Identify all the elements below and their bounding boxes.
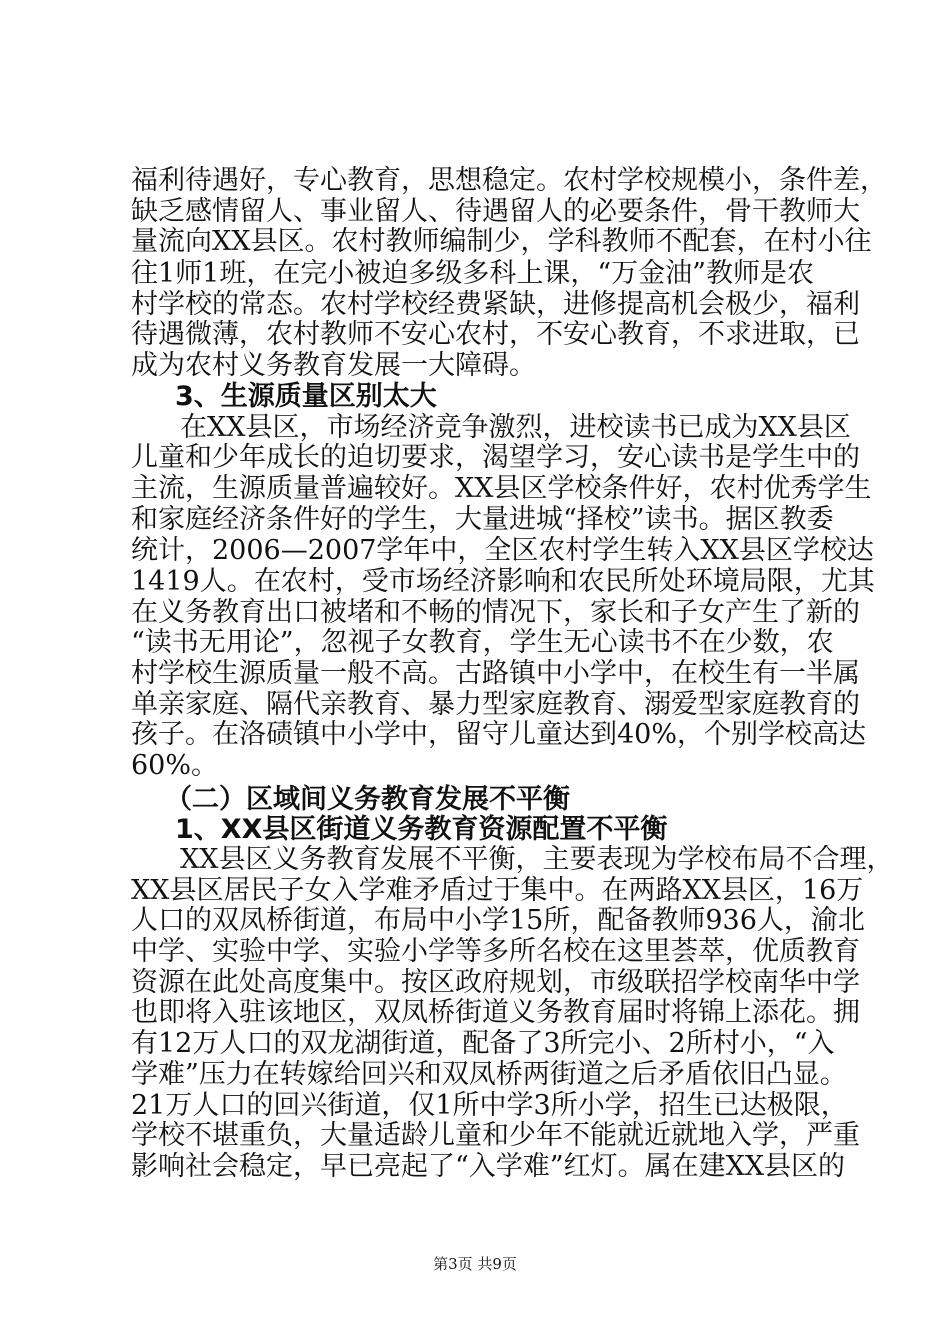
body-line: 孩子。在洛碛镇中小学中，留守儿童达到40%，个别学校高达: [131, 719, 867, 750]
body-line: 21万人口的回兴街道，仅1所中学3所小学，招生已达极限，: [131, 1090, 848, 1121]
body-line: 儿童和少年成长的迫切要求，渴望学习，安心读书是学生中的: [131, 442, 860, 473]
body-line: 人口的双凤桥街道，布局中小学15所，配备教师936人，渝北: [131, 905, 865, 936]
body-line: 统计，2006—2007学年中，全区农村学生转入XX县区学校达: [131, 535, 874, 566]
body-line: 主流，生源质量普遍较好。XX县区学校条件好，农村优秀学生: [131, 473, 872, 504]
body-line: XX县区居民子女入学难矛盾过于集中。在两路XX县区，16万: [131, 875, 864, 906]
subsection-heading: 1、XX县区街道义务教育资源配置不平衡: [175, 814, 668, 845]
body-line: 也即将入驻该地区，双凤桥街道义务教育届时将锦上添花。拥: [131, 997, 860, 1028]
body-line: 和家庭经济条件好的学生，大量进城“择校”读书。据区教委: [131, 504, 834, 535]
body-line: 有12万人口的双龙湖街道，配备了3所完小、2所村小，“入: [131, 1028, 835, 1059]
section-heading: （二）区域间义务教育发展不平衡: [165, 784, 570, 815]
body-line: 资源在此处高度集中。按区政府规划，市级联招学校南华中学: [131, 967, 860, 998]
section-heading: 3、生源质量区别太大: [175, 381, 437, 412]
body-line: 影响社会稳定，早已亮起了“入学难”红灯。属在建XX县区的: [131, 1151, 846, 1182]
body-line: 量流向XX县区。农村教师编制少，学科教师不配套，在村小往: [131, 226, 872, 257]
body-line: 福利待遇好，专心教育，思想稳定。农村学校规模小，条件差，: [131, 165, 887, 196]
body-line: 60%。: [131, 750, 219, 781]
body-line: 往1师1班，在完小被迫多级多科上课，“万金油”教师是农: [131, 258, 814, 289]
body-line: 中学、实验中学、实验小学等多所名校在这里荟萃，优质教育: [131, 936, 860, 967]
body-line: 村学校生源质量一般不高。古路镇中小学中，在校生有一半属: [131, 658, 860, 689]
body-line: 成为农村义务教育发展一大障碍。: [131, 350, 536, 381]
page-footer: 第3页 共9页: [433, 1255, 517, 1273]
body-line: 学难”压力在转嫁给回兴和双凤桥两街道之后矛盾依旧凸显。: [131, 1059, 847, 1090]
body-line: 学校不堪重负，大量适龄儿童和少年不能就近就地入学，严重: [131, 1120, 860, 1151]
body-line: “读书无用论”，忽视子女教育，学生无心读书不在少数，农: [131, 627, 834, 658]
body-line: 缺乏感情留人、事业留人、待遇留人的必要条件，骨干教师大: [131, 196, 860, 227]
body-line: 在义务教育出口被堵和不畅的情况下，家长和子女产生了新的: [131, 597, 860, 628]
body-line: 村学校的常态。农村学校经费紧缺，进修提高机会极少，福利: [131, 289, 860, 320]
body-line: 在XX县区，市场经济竞争激烈，进校读书已成为XX县区: [180, 412, 851, 443]
body-line: 待遇微薄，农村教师不安心农村，不安心教育，不求进取，已: [131, 319, 860, 350]
body-line: 单亲家庭、隔代亲教育、暴力型家庭教育、溺爱型家庭教育的: [131, 689, 860, 720]
body-line: XX县区义务教育发展不平衡，主要表现为学校布局不合理，: [180, 844, 894, 875]
body-line: 1419人。在农村，受市场经济影响和农民所处环境局限，尤其: [131, 566, 875, 597]
